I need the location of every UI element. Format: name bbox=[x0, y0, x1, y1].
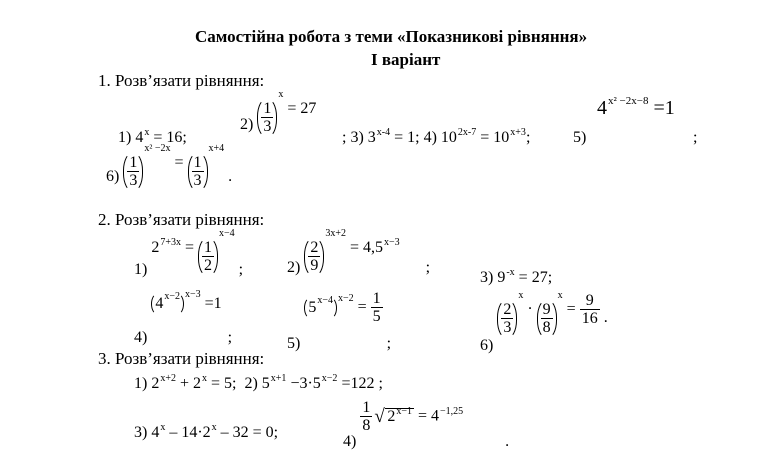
numerator: 9 bbox=[585, 292, 594, 309]
dot: · bbox=[527, 300, 533, 318]
rhs: = 16; bbox=[149, 129, 187, 146]
exponent: x bbox=[278, 89, 284, 100]
section-2-heading: 2. Розв’язати рівняння: bbox=[98, 210, 265, 229]
rhs: =1 bbox=[653, 97, 675, 119]
eq-text: + 2 bbox=[175, 375, 201, 392]
eq-text: 3) 4 bbox=[134, 424, 160, 441]
exponent: x² −2x bbox=[144, 143, 171, 154]
variant-title: І варіант bbox=[371, 50, 441, 69]
item-number: 6) bbox=[480, 336, 494, 354]
eq-3-3 bbox=[134, 422, 279, 441]
exponent: x−1 bbox=[396, 405, 412, 417]
equals: = bbox=[174, 154, 184, 171]
denominator: 8 bbox=[362, 417, 371, 434]
fraction bbox=[192, 155, 204, 189]
denominator: 3 bbox=[503, 318, 512, 336]
numerator: 9 bbox=[542, 300, 551, 318]
eq-text: −3·5 bbox=[286, 375, 321, 392]
exponent: x+2 bbox=[160, 373, 176, 384]
exponent: x−2 bbox=[164, 291, 180, 302]
item-number: 1) bbox=[134, 261, 148, 278]
exponent: x+4 bbox=[208, 143, 225, 154]
power-paren bbox=[304, 294, 337, 319]
semicolon: ; bbox=[425, 259, 431, 276]
rhs: =1 bbox=[204, 295, 222, 312]
fraction bbox=[360, 400, 372, 434]
denominator: 8 bbox=[542, 318, 551, 336]
eq-text: – 14·2 bbox=[165, 424, 211, 441]
item-number: 2) bbox=[244, 375, 258, 392]
eq-2-1 bbox=[134, 228, 244, 278]
eq-2-6 bbox=[480, 289, 608, 354]
fraction bbox=[127, 155, 139, 189]
fraction bbox=[501, 302, 513, 336]
exponent: -x bbox=[506, 267, 515, 278]
rhs: = 27 bbox=[287, 100, 317, 117]
fraction-paren bbox=[497, 299, 517, 339]
square-root bbox=[385, 405, 414, 425]
item-number: 2) bbox=[287, 259, 301, 276]
fraction bbox=[580, 293, 600, 327]
exponent: x bbox=[211, 422, 217, 433]
item-1-5-number: 5) bbox=[573, 129, 587, 146]
fraction bbox=[261, 101, 273, 135]
fraction bbox=[371, 291, 383, 325]
eq-3-1-2 bbox=[134, 373, 383, 392]
numerator: 2 bbox=[503, 300, 512, 318]
fraction bbox=[308, 240, 320, 274]
equals: = bbox=[184, 239, 194, 256]
eq-2-4 bbox=[134, 289, 233, 346]
base: 2 bbox=[151, 375, 160, 392]
base: 4 bbox=[155, 295, 164, 312]
eq-1-5-end: ; bbox=[693, 129, 698, 146]
eq-text: = 27; bbox=[514, 269, 553, 286]
period: . bbox=[603, 308, 608, 326]
denominator: 3 bbox=[193, 172, 202, 189]
item-number: 4) bbox=[343, 432, 357, 450]
fraction-paren bbox=[304, 237, 324, 277]
base: 4 bbox=[597, 97, 607, 119]
eq-text: 3) 9 bbox=[480, 269, 506, 286]
rhs: = 4,5 bbox=[349, 239, 383, 256]
section-3-heading: 3. Розв’язати рівняння: bbox=[98, 349, 265, 368]
fraction-paren bbox=[198, 237, 218, 277]
numerator: 1 bbox=[129, 154, 138, 171]
exponent: 3x+2 bbox=[325, 228, 346, 239]
exponent: x² −2x−8 bbox=[608, 95, 649, 107]
eq-1-3-4 bbox=[342, 127, 531, 146]
fraction bbox=[541, 302, 553, 336]
item-number: 4) bbox=[134, 329, 148, 346]
numerator: 1 bbox=[263, 100, 272, 117]
exponent: −1,25 bbox=[440, 405, 464, 417]
item-number: 1) bbox=[134, 375, 148, 392]
period: . bbox=[505, 432, 510, 450]
exponent: x−3 bbox=[184, 289, 201, 300]
exponent: x−2 bbox=[321, 373, 338, 384]
denominator: 3 bbox=[129, 172, 138, 189]
fraction-paren bbox=[123, 152, 143, 192]
exponent: x bbox=[518, 289, 524, 301]
fraction-paren bbox=[537, 299, 557, 339]
numerator: 2 bbox=[310, 239, 319, 256]
denominator: 16 bbox=[581, 310, 598, 327]
eq-2-5 bbox=[287, 290, 392, 352]
fraction-paren bbox=[188, 152, 208, 192]
denominator: 2 bbox=[204, 257, 212, 274]
item-number: 1) bbox=[118, 129, 132, 146]
item-number: 2) bbox=[240, 116, 254, 133]
item-number: 5) bbox=[287, 334, 301, 352]
rhs: = 4 bbox=[417, 407, 439, 425]
eq-3-4 bbox=[343, 399, 510, 450]
denominator: 5 bbox=[372, 308, 381, 325]
period: . bbox=[228, 168, 233, 185]
fraction bbox=[202, 240, 214, 274]
eq-1-6 bbox=[106, 143, 233, 192]
eq-text: ; 3) 3 bbox=[342, 129, 376, 146]
exponent: x+3 bbox=[510, 127, 526, 138]
exponent: 2x-7 bbox=[457, 127, 477, 138]
eq-text: = 1; 4) 10 bbox=[390, 129, 457, 146]
eq-text: ; bbox=[525, 129, 531, 146]
denominator: 9 bbox=[310, 257, 319, 274]
exponent: x−4 bbox=[317, 294, 333, 306]
radicand-base: 2 bbox=[387, 407, 396, 425]
base: 5 bbox=[308, 298, 317, 316]
base: 4 bbox=[135, 129, 144, 146]
semicolon: ; bbox=[238, 261, 244, 278]
exponent: x bbox=[160, 422, 166, 433]
base: 2 bbox=[151, 239, 160, 256]
equals: = bbox=[357, 298, 367, 316]
equals: = bbox=[566, 300, 576, 318]
numerator: 1 bbox=[372, 290, 381, 307]
eq-1-2 bbox=[240, 89, 317, 138]
exponent: x bbox=[144, 127, 150, 138]
denominator: 3 bbox=[263, 118, 272, 135]
base: 5 bbox=[261, 375, 270, 392]
section-1-heading: 1. Розв’язати рівняння: bbox=[98, 71, 265, 90]
eq-text: = 10 bbox=[476, 129, 510, 146]
exponent: x bbox=[202, 373, 207, 384]
eq-2-2 bbox=[287, 228, 431, 277]
exponent: x+1 bbox=[270, 373, 287, 384]
item-number: 6) bbox=[106, 168, 120, 185]
exponent: x−2 bbox=[337, 292, 354, 304]
eq-2-3 bbox=[480, 267, 553, 286]
eq-text: = 5; bbox=[207, 375, 237, 392]
exponent: x-4 bbox=[376, 127, 391, 138]
numerator: 1 bbox=[193, 154, 202, 171]
eq-text: – 32 = 0; bbox=[216, 424, 279, 441]
numerator: 1 bbox=[204, 239, 212, 256]
power-paren bbox=[151, 293, 184, 315]
eq-1-5 bbox=[597, 95, 675, 119]
numerator: 1 bbox=[362, 399, 371, 416]
eq-text: =122 ; bbox=[337, 375, 383, 392]
semicolon: ; bbox=[386, 334, 392, 352]
exponent: x−3 bbox=[384, 237, 400, 248]
exponent: x−4 bbox=[219, 228, 235, 239]
semicolon: ; bbox=[227, 329, 233, 346]
exponent: 7+3x bbox=[160, 237, 181, 248]
exponent: x bbox=[557, 289, 563, 301]
fraction-paren bbox=[257, 98, 277, 138]
document-title: Самостійна робота з теми «Показникові рівняння» bbox=[195, 27, 588, 46]
